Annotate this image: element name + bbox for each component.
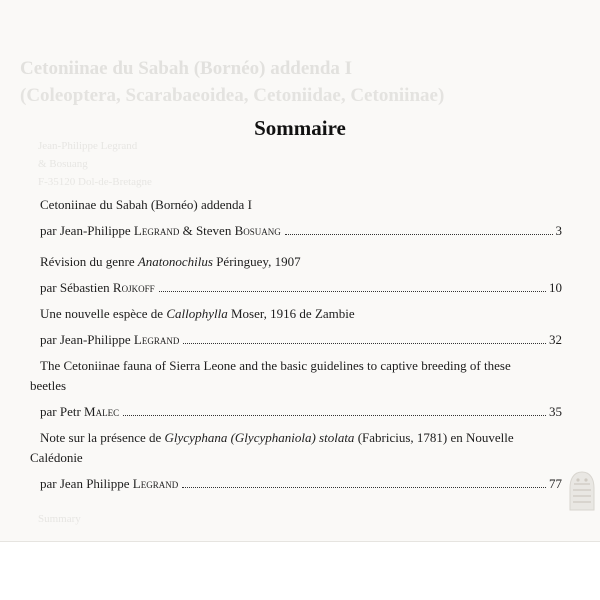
entry-page-number: 35	[549, 404, 562, 419]
entry-author: par Petr Malec	[40, 404, 120, 419]
entry-title: Une nouvelle espèce de Callophylla Moser, 1916 de Zambie	[40, 306, 355, 321]
dot-leader	[159, 291, 546, 292]
dot-leader	[183, 343, 546, 344]
show-through-heading-1: Cetoniinae du Sabah (Bornéo) addenda I	[20, 58, 353, 79]
toc-entry	[40, 304, 562, 350]
entry-author: par Sébastien Rojkoff	[40, 280, 155, 295]
entry-byline	[40, 278, 562, 298]
entry-byline	[40, 474, 562, 494]
show-through-heading-2: (Coleoptera, Scarabaeoidea, Cetoniidae, Cetoniinae)	[20, 85, 445, 106]
entry-title: Cetoniinae du Sabah (Bornéo) addenda I	[40, 197, 252, 212]
entry-byline	[40, 221, 562, 241]
dot-leader	[182, 487, 546, 488]
show-through-line-4: Summary	[38, 513, 81, 525]
entry-byline	[40, 402, 562, 422]
entry-page-number: 3	[555, 223, 562, 238]
watermark-logo-icon	[567, 470, 597, 514]
entry-title-line-2: Calédonie	[30, 450, 83, 465]
show-through-line-3: F-35120 Dol-de-Bretagne	[38, 176, 152, 188]
dot-leader	[123, 415, 546, 416]
entry-title: Révision du genre Anatonochilus Péringuey, 1907	[40, 254, 301, 269]
entry-page-number: 10	[549, 280, 562, 295]
show-through-line-2: & Bosuang	[38, 158, 88, 170]
toc-entry	[30, 356, 562, 422]
toc-entry	[40, 252, 562, 298]
entry-title-line-1: Note sur la présence de Glycyphana (Glycyphaniola) stolata (Fabricius, 1781) en Nouvelle	[40, 430, 514, 445]
entry-author: par Jean-Philippe Legrand & Steven Bosuang	[40, 223, 281, 238]
entry-page-number: 77	[549, 476, 562, 491]
toc-entry	[40, 195, 562, 241]
entry-author: par Jean Philippe Legrand	[40, 476, 179, 491]
page-title: Sommaire	[254, 116, 346, 140]
dot-leader	[285, 234, 553, 235]
show-through-line-1: Jean-Philippe Legrand	[38, 140, 138, 152]
entry-title-line-1: The Cetoniinae fauna of Sierra Leone and the basic guidelines to captive breeding of these	[40, 358, 511, 373]
entry-byline	[40, 330, 562, 350]
entry-author: par Jean-Philippe Legrand	[40, 332, 180, 347]
entry-title-line-2: beetles	[30, 378, 67, 393]
toc-entry	[30, 428, 562, 494]
entry-page-number: 32	[549, 332, 562, 347]
